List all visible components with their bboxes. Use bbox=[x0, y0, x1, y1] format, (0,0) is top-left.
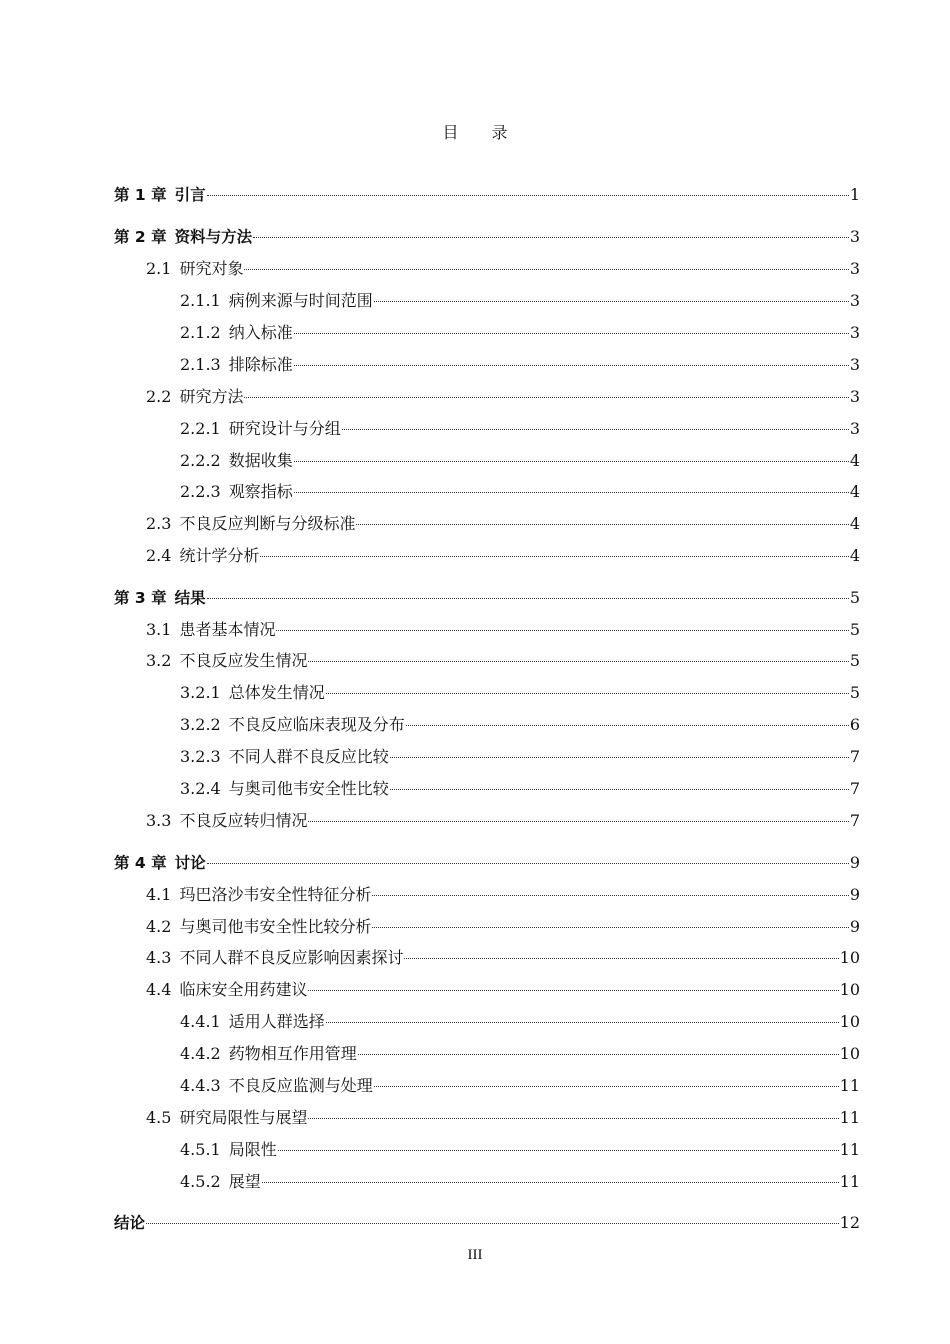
toc-entry-title: 引言 bbox=[174, 186, 206, 204]
toc-entry[interactable] bbox=[146, 619, 860, 641]
toc-entry[interactable] bbox=[146, 884, 860, 906]
toc-entry-number: 3.3 bbox=[146, 811, 172, 830]
toc-entry[interactable] bbox=[180, 1011, 860, 1033]
toc-entry-title: 结论 bbox=[114, 1214, 146, 1232]
toc-entry-page: 11 bbox=[839, 1076, 860, 1095]
toc-dot-leader bbox=[244, 269, 848, 270]
toc-entry-title: 研究方法 bbox=[179, 387, 244, 406]
toc-entry-page: 11 bbox=[839, 1172, 860, 1191]
toc-entry[interactable] bbox=[114, 587, 860, 609]
toc-entry[interactable] bbox=[114, 852, 860, 874]
toc-dot-leader bbox=[253, 237, 849, 238]
toc-dot-leader bbox=[294, 461, 849, 462]
toc-entry-title: 统计学分析 bbox=[179, 546, 260, 565]
toc-entry-page: 12 bbox=[839, 1213, 860, 1232]
toc-dot-leader bbox=[358, 1054, 839, 1055]
toc-entry-page: 10 bbox=[839, 1012, 860, 1031]
toc-entry-number: 2.2.2 bbox=[180, 451, 221, 470]
toc-entry-title: 资料与方法 bbox=[174, 228, 253, 246]
toc-dot-leader bbox=[308, 1118, 838, 1119]
toc-dot-leader bbox=[260, 556, 848, 557]
toc-entry[interactable] bbox=[180, 418, 860, 440]
toc-entry-page: 7 bbox=[849, 779, 860, 798]
toc-dot-leader bbox=[308, 990, 838, 991]
toc-entry[interactable] bbox=[146, 979, 860, 1001]
toc-entry[interactable] bbox=[180, 682, 860, 704]
toc-dot-leader bbox=[207, 598, 849, 599]
toc-entry-number: 4.1 bbox=[146, 885, 172, 904]
toc-entry-title: 讨论 bbox=[174, 854, 206, 872]
toc-entry-title: 药物相互作用管理 bbox=[228, 1044, 357, 1063]
toc-entry-page: 11 bbox=[839, 1140, 860, 1159]
toc-entry[interactable] bbox=[146, 810, 860, 832]
toc-entry[interactable] bbox=[146, 1107, 860, 1129]
toc-entry[interactable] bbox=[180, 354, 860, 376]
toc-entry-page: 5 bbox=[849, 683, 860, 702]
toc-entry-number: 4.4.1 bbox=[180, 1012, 221, 1031]
toc-entry-title: 临床安全用药建议 bbox=[179, 980, 308, 999]
toc-dot-leader bbox=[276, 630, 848, 631]
toc-title: 目 录 bbox=[442, 123, 522, 142]
toc-entry[interactable] bbox=[180, 1171, 860, 1193]
toc-entry-title: 研究设计与分组 bbox=[228, 419, 341, 438]
toc-dot-leader bbox=[146, 1223, 839, 1224]
toc-entry[interactable] bbox=[180, 1043, 860, 1065]
toc-entry-page: 9 bbox=[849, 885, 860, 904]
toc-entry-number: 2.1.1 bbox=[180, 291, 221, 310]
toc-dot-leader bbox=[406, 725, 849, 726]
toc-dot-leader bbox=[342, 429, 849, 430]
toc-dot-leader bbox=[404, 958, 838, 959]
toc-entry-number: 第 2 章 bbox=[114, 228, 167, 246]
toc-entry-number: 2.2 bbox=[146, 387, 172, 406]
toc-entry-number: 4.5 bbox=[146, 1108, 172, 1127]
toc-dot-leader bbox=[308, 821, 848, 822]
toc-entry[interactable] bbox=[180, 1139, 860, 1161]
toc-entry-number: 3.2 bbox=[146, 651, 172, 670]
toc-entry[interactable] bbox=[180, 778, 860, 800]
toc-entry-title: 不良反应发生情况 bbox=[179, 651, 308, 670]
toc-entry-title: 患者基本情况 bbox=[179, 620, 276, 639]
toc-entry[interactable] bbox=[180, 322, 860, 344]
toc-entry[interactable] bbox=[146, 513, 860, 535]
toc-entry-page: 3 bbox=[849, 355, 860, 374]
toc-entry-page: 3 bbox=[849, 291, 860, 310]
toc-entry-number: 2.1.3 bbox=[180, 355, 221, 374]
toc-entry-page: 9 bbox=[849, 853, 860, 872]
toc-dot-leader bbox=[326, 693, 849, 694]
toc-entry-title: 不良反应临床表现及分布 bbox=[228, 715, 405, 734]
toc-entry[interactable] bbox=[146, 916, 860, 938]
toc-entry-number: 2.1.2 bbox=[180, 323, 221, 342]
toc-entry-title: 适用人群选择 bbox=[228, 1012, 325, 1031]
toc-dot-leader bbox=[294, 333, 849, 334]
page-number: III bbox=[467, 1247, 483, 1263]
toc-entry-page: 9 bbox=[849, 917, 860, 936]
toc-entry-page: 4 bbox=[849, 482, 860, 501]
toc-entry-number: 3.2.3 bbox=[180, 747, 221, 766]
toc-entry[interactable] bbox=[180, 481, 860, 503]
toc-entry[interactable] bbox=[180, 746, 860, 768]
toc-entry-page: 5 bbox=[849, 620, 860, 639]
toc-entry-number: 4.5.2 bbox=[180, 1172, 221, 1191]
toc-dot-leader bbox=[356, 524, 848, 525]
toc-entry-title: 不同人群不良反应比较 bbox=[228, 747, 389, 766]
toc-entry-page: 5 bbox=[849, 588, 860, 607]
toc-entry-page: 10 bbox=[839, 980, 860, 999]
toc-entry-number: 4.3 bbox=[146, 948, 172, 967]
toc-entry-number: 4.4 bbox=[146, 980, 172, 999]
toc-entry[interactable] bbox=[146, 545, 860, 567]
toc-dot-leader bbox=[262, 1182, 839, 1183]
toc-dot-leader bbox=[278, 1150, 839, 1151]
toc-entry-page: 3 bbox=[849, 227, 860, 246]
toc-entry[interactable] bbox=[180, 450, 860, 472]
toc-dot-leader bbox=[374, 1086, 839, 1087]
toc-entry-title: 不良反应监测与处理 bbox=[228, 1076, 373, 1095]
toc-entry-title: 结果 bbox=[174, 589, 206, 607]
toc-entry-number: 4.2 bbox=[146, 917, 172, 936]
toc-entry-number: 4.4.2 bbox=[180, 1044, 221, 1063]
toc-entry-number: 第 4 章 bbox=[114, 854, 167, 872]
toc-entry-number: 3.2.2 bbox=[180, 715, 221, 734]
toc-entry-title: 病例来源与时间范围 bbox=[228, 291, 373, 310]
toc-dot-leader bbox=[372, 895, 848, 896]
toc-entry-title: 研究局限性与展望 bbox=[179, 1108, 308, 1127]
toc-entry-page: 1 bbox=[849, 185, 860, 204]
toc-entry-title: 不同人群不良反应影响因素探讨 bbox=[179, 948, 404, 967]
toc-dot-leader bbox=[244, 397, 848, 398]
toc-dot-leader bbox=[294, 492, 849, 493]
toc-entry-title: 总体发生情况 bbox=[228, 683, 325, 702]
toc-entry-page: 4 bbox=[849, 514, 860, 533]
toc-entry-number: 4.5.1 bbox=[180, 1140, 221, 1159]
toc-entry-number: 3.2.1 bbox=[180, 683, 221, 702]
toc-entry-number: 第 1 章 bbox=[114, 186, 167, 204]
toc-entry-page: 7 bbox=[849, 811, 860, 830]
toc-entry-number: 2.2.1 bbox=[180, 419, 221, 438]
toc-entry-page: 11 bbox=[839, 1108, 860, 1127]
toc-dot-leader bbox=[390, 757, 849, 758]
toc-entry[interactable] bbox=[146, 650, 860, 672]
toc-entry-page: 3 bbox=[849, 419, 860, 438]
toc-entry-title: 研究对象 bbox=[179, 259, 244, 278]
toc-entry-title: 不良反应判断与分级标准 bbox=[179, 514, 356, 533]
toc-entry-number: 3.1 bbox=[146, 620, 172, 639]
toc-entry-title: 局限性 bbox=[228, 1140, 277, 1159]
toc-dot-leader bbox=[207, 195, 849, 196]
toc-dot-leader bbox=[326, 1022, 839, 1023]
toc-entry-title: 与奥司他韦安全性比较 bbox=[228, 779, 389, 798]
toc-entry-page: 4 bbox=[849, 451, 860, 470]
toc-entry-title: 展望 bbox=[228, 1172, 261, 1191]
toc-entry-title: 不良反应转归情况 bbox=[179, 811, 308, 830]
toc-entry-title: 观察指标 bbox=[228, 482, 293, 501]
toc-entry-number: 2.4 bbox=[146, 546, 172, 565]
toc-entry-title: 排除标准 bbox=[228, 355, 293, 374]
toc-entry-page: 4 bbox=[849, 546, 860, 565]
toc-entry-number: 3.2.4 bbox=[180, 779, 221, 798]
toc-entry[interactable] bbox=[114, 1212, 860, 1234]
toc-dot-leader bbox=[390, 789, 849, 790]
toc-entry-title: 纳入标准 bbox=[228, 323, 293, 342]
toc-entry[interactable] bbox=[146, 386, 860, 408]
toc-entry-number: 2.1 bbox=[146, 259, 172, 278]
toc-entry-page: 5 bbox=[849, 651, 860, 670]
toc-entry-page: 10 bbox=[839, 1044, 860, 1063]
toc-entry[interactable] bbox=[180, 1075, 860, 1097]
toc-entry-number: 第 3 章 bbox=[114, 589, 167, 607]
toc-entry-title: 玛巴洛沙韦安全性特征分析 bbox=[179, 885, 372, 904]
toc-entry-page: 3 bbox=[849, 387, 860, 406]
toc-dot-leader bbox=[372, 927, 848, 928]
toc-dot-leader bbox=[294, 365, 849, 366]
toc-dot-leader bbox=[374, 301, 849, 302]
toc-entry[interactable] bbox=[114, 226, 860, 248]
toc-dot-leader bbox=[308, 661, 848, 662]
toc-entry-page: 3 bbox=[849, 259, 860, 278]
toc-entry-number: 2.3 bbox=[146, 514, 172, 533]
toc-entry[interactable] bbox=[146, 947, 860, 969]
toc-entry[interactable] bbox=[180, 290, 860, 312]
toc-entry[interactable] bbox=[114, 184, 860, 206]
toc-entry-number: 2.2.3 bbox=[180, 482, 221, 501]
toc-entry-number: 4.4.3 bbox=[180, 1076, 221, 1095]
toc-entry-page: 3 bbox=[849, 323, 860, 342]
toc-entry-page: 10 bbox=[839, 948, 860, 967]
toc-entry-page: 7 bbox=[849, 747, 860, 766]
toc-entry-title: 数据收集 bbox=[228, 451, 293, 470]
toc-entry[interactable] bbox=[180, 714, 860, 736]
toc-entry[interactable] bbox=[146, 258, 860, 280]
toc-entry-title: 与奥司他韦安全性比较分析 bbox=[179, 917, 372, 936]
toc-entry-page: 6 bbox=[849, 715, 860, 734]
toc-dot-leader bbox=[207, 863, 849, 864]
